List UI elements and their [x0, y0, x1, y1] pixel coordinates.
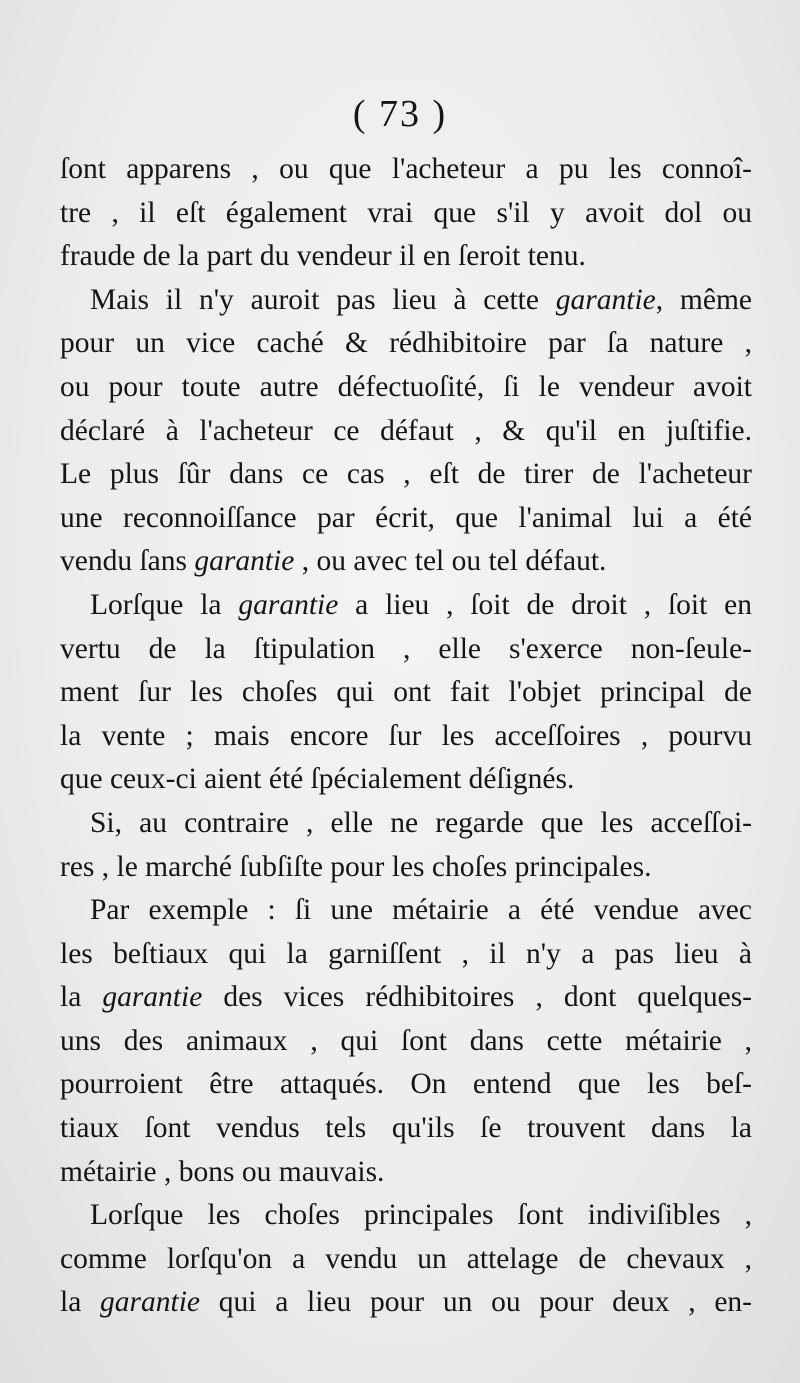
text-line: ſont apparens , ou que l'acheteur a pu les connoî-	[60, 153, 752, 185]
italic-word: garantie	[102, 981, 203, 1014]
text-line: tre , il eſt également vrai que s'il y avoit dol ou	[60, 196, 752, 229]
text-line: métairie , bons ou mauvais.	[60, 1155, 385, 1188]
italic-word: garantie	[194, 545, 295, 578]
text-line: la garantie des vices rédhibitoires , dont quelques-	[60, 981, 753, 1014]
text-line: vertu de la ſtipulation , elle s'exerce non-ſeule-	[60, 632, 752, 665]
text-line: Si, au contraire , elle ne regarde que les acceſſoi-	[90, 806, 752, 839]
page-number: ( 73 )	[352, 93, 448, 135]
text-line: que ceux-ci aient été ſpécialement déſignés.	[60, 763, 575, 796]
text-line: ment ſur les choſes qui ont fait l'objet principal de	[60, 676, 752, 709]
text-line: comme lorſqu'on a vendu un attelage de chevaux ,	[60, 1242, 752, 1275]
text-line: tiaux ſont vendus tels qu'ils ſe trouvent dans la	[60, 1112, 752, 1145]
text-line: vendu ſans garantie , ou avec tel ou tel défaut.	[60, 545, 607, 578]
text-line: une reconnoiſſance par écrit, que l'animal lui a été	[60, 501, 752, 534]
text-line: ou pour toute autre défectuoſité, ſi le vendeur avoit	[60, 370, 752, 403]
text-line: Le plus ſûr dans ce cas , eſt de tirer de l'acheteur	[60, 458, 752, 491]
text-line: la vente ; mais encore ſur les acceſſoires , pourvu	[60, 719, 752, 752]
text-line: Par exemple : ſi une métairie a été vendue avec	[90, 894, 752, 927]
text-line: fraude de la part du vendeur il en ſeroit tenu.	[60, 240, 586, 273]
italic-word: garantie	[238, 588, 339, 621]
text-line: déclaré à l'acheteur ce défaut , & qu'il en juſtifie.	[60, 414, 752, 447]
text-line: les beſtiaux qui la garniſſent , il n'y a pas lieu à	[60, 937, 752, 970]
text-line: Lorſque la garantie a lieu , ſoit de droit , ſoit en	[90, 588, 752, 621]
text-line: la garantie qui a lieu pour un ou pour deux , en-	[60, 1286, 753, 1319]
text-line: Lorſque les choſes principales ſont indiviſibles ,	[90, 1199, 752, 1232]
text-line: res , le marché ſubſiſte pour les choſes principales.	[60, 850, 652, 883]
text-line: Mais il n'y auroit pas lieu à cette garantie, même	[90, 283, 752, 316]
italic-word: garantie	[555, 283, 656, 316]
text-line: pour un vice caché & rédhibitoire par ſa nature ,	[60, 327, 752, 360]
page-body	[60, 148, 752, 1325]
text-line: pourroient être attaqués. On entend que les beſ-	[60, 1068, 752, 1101]
italic-word: garantie	[100, 1286, 201, 1319]
text-line: uns des animaux , qui ſont dans cette métairie ,	[60, 1024, 752, 1057]
